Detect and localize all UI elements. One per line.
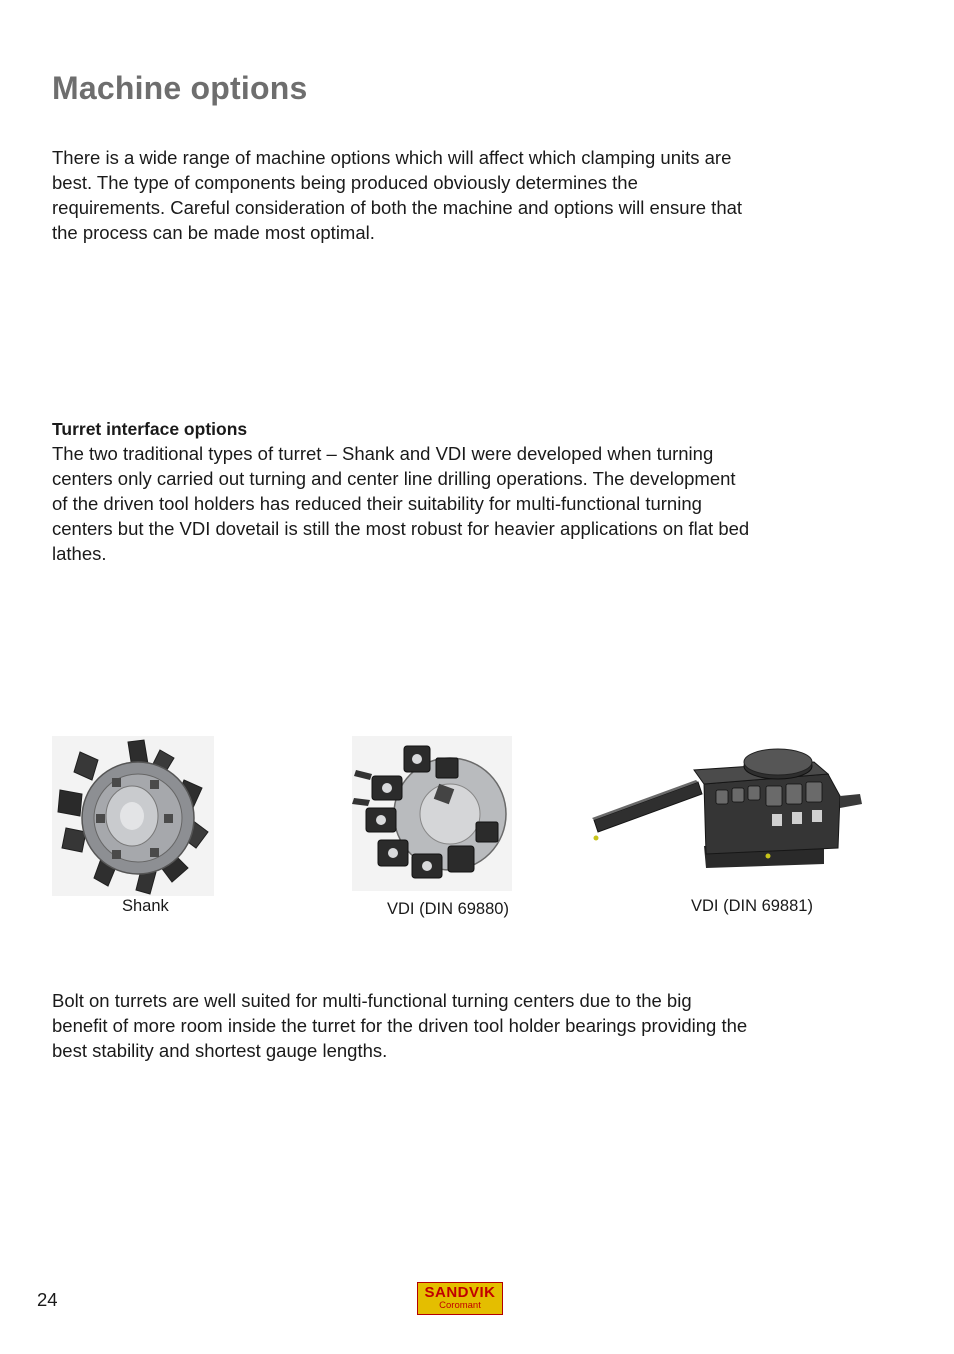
page-number: 24 [37, 1289, 58, 1310]
sandvik-coromant-logo [417, 1282, 503, 1315]
intro-paragraph: There is a wide range of machine options which will affect which clamping units are best. The type of components being produced obviously determines the requirements. Careful consideration of both the machine and options will ensure that the process can be made most optimal. [52, 147, 743, 243]
section-heading: Turret interface options [52, 419, 248, 439]
logo-name: SANDVIK [424, 1284, 496, 1301]
shank-turret-image [52, 736, 214, 896]
vdi-69880-turret-image [352, 736, 512, 891]
page-title: Machine options [52, 70, 308, 106]
figure-caption-vdi-69880: VDI (DIN 69880) [387, 900, 509, 918]
figure-caption-vdi-69881: VDI (DIN 69881) [691, 897, 813, 915]
figure-caption-shank: Shank [122, 897, 169, 915]
logo-sub: Coromant [439, 1300, 481, 1311]
vdi-69881-turret-image [588, 744, 866, 874]
closing-paragraph: Bolt on turrets are well suited for multi-functional turning centers due to the big benefit of more room inside the turret for the driven tool holder bearings providing the best stability and shortest gauge lengths. [52, 990, 748, 1061]
section-paragraph: The two traditional types of turret – Shank and VDI were developed when turning centers only carried out turning and center line drilling operations. The development of the driven tool holders has reduced their suitability for multi-functional turning centers but the VDI dovetail is still the most robust for heavier applications on flat bed lathes. [52, 443, 750, 564]
